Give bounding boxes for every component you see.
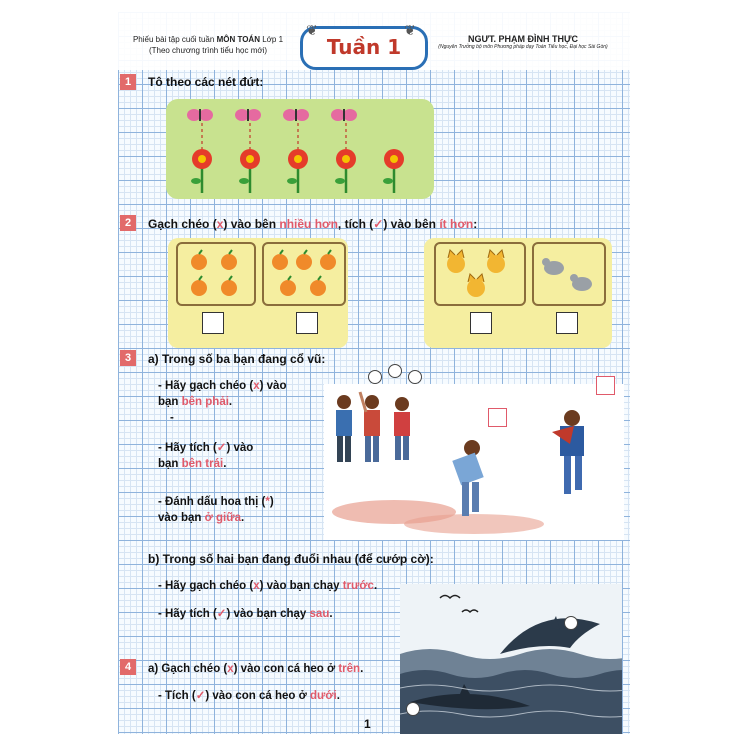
oranges-group-left: [176, 242, 256, 306]
orange-icon: [272, 250, 288, 270]
answer-circle-child-3[interactable]: [408, 370, 422, 384]
header-subject: MÔN TOÁN: [216, 35, 260, 44]
orange-icon: [320, 250, 336, 270]
answer-box-runner-front[interactable]: [596, 376, 615, 395]
cat-icon: [487, 250, 505, 273]
orange-icon: [296, 250, 312, 270]
oranges-group-right: [262, 242, 346, 306]
cats-group: [434, 242, 526, 306]
cheering-child-right: [394, 397, 410, 460]
dolphin-top: [500, 616, 600, 654]
answer-circle-child-1[interactable]: [368, 370, 382, 384]
children-illustration: [324, 384, 624, 540]
header-curriculum: (Theo chương trình tiểu học mới): [148, 46, 268, 55]
cat-icon: [447, 250, 465, 273]
q3b-title: b) Trong số hai bạn đang đuổi nhau (để cướp cờ):: [148, 552, 434, 566]
flower-icon: [335, 149, 356, 193]
q4-item-top: a) Gạch chéo (x) vào con cá heo ở trên.: [148, 663, 364, 675]
mice-illustration: [534, 244, 604, 304]
oranges-left-illustration: [178, 244, 254, 304]
mice-group: [532, 242, 606, 306]
worksheet-page: [118, 12, 630, 734]
cheering-child-middle: [360, 392, 380, 462]
orange-icon: [221, 250, 237, 270]
answer-box-oranges-right[interactable]: [296, 312, 318, 334]
q3a-item-left: - Hãy tích (✓) vào bạn bên trái.: [158, 442, 254, 470]
author-name: NGƯT. PHẠM ĐÌNH THỰC: [468, 34, 578, 44]
cheering-child-left: [336, 395, 352, 462]
answer-circle-dolphin-top[interactable]: [564, 616, 578, 630]
oranges-right-illustration: [264, 244, 344, 304]
running-child-back: [452, 440, 483, 516]
flower-icon: [383, 149, 404, 193]
page-number: 1: [364, 717, 371, 731]
bird-icon: [440, 596, 478, 613]
q1-panel: [166, 99, 434, 199]
butterfly-icon: [187, 109, 213, 121]
orange-icon: [191, 250, 207, 270]
q4-item-bottom: - Tích (✓) vào con cá heo ở dưới.: [158, 690, 340, 702]
q3b-item-back: - Hãy tích (✓) vào bạn chạy sau.: [158, 608, 333, 620]
mouse-icon: [542, 258, 564, 275]
butterfly-icon: [283, 109, 309, 121]
flower-icon: [191, 149, 212, 193]
dashed-lines: [202, 123, 346, 149]
answer-circle-dolphin-bottom[interactable]: [406, 702, 420, 716]
dolphin-illustration: [400, 584, 622, 734]
week-title: Tuần 1: [326, 35, 402, 59]
q3b-item-front: - Hãy gạch chéo (x) vào bạn chạy trước.: [158, 580, 378, 592]
running-child-front: [552, 410, 584, 494]
q3-children-scene: [324, 384, 624, 540]
answer-circle-child-2[interactable]: [388, 364, 402, 378]
answer-box-mice[interactable]: [556, 312, 578, 334]
flower-icon: [239, 149, 260, 193]
cat-icon: [467, 274, 485, 297]
butterfly-icon: [331, 109, 357, 121]
butterfly-icon: [235, 109, 261, 121]
question-number-1: 1: [120, 74, 136, 90]
question-number-4: 4: [120, 659, 136, 675]
q1-illustration: [166, 99, 434, 199]
q3a-item-right: - Hãy gạch chéo (x) vào bạn bên phải. -: [158, 380, 287, 424]
q4-dolphin-scene: [400, 584, 622, 734]
flower-row: [191, 149, 404, 193]
answer-box-oranges-left[interactable]: [202, 312, 224, 334]
flower-icon: [287, 149, 308, 193]
cats-illustration: [436, 244, 524, 304]
header-grade: Lớp 1: [262, 35, 284, 44]
butterfly-row: [187, 109, 357, 121]
ornament-right-icon: ❦: [404, 22, 416, 38]
orange-icon: [310, 276, 326, 296]
ornament-left-icon: ❦: [306, 22, 318, 38]
question-number-2: 2: [120, 215, 136, 231]
header-prefix: Phiếu bài tập cuối tuần: [132, 35, 215, 44]
header-right: [418, 34, 628, 50]
header-left: [128, 34, 288, 56]
orange-icon: [280, 276, 296, 296]
question-number-3: 3: [120, 350, 136, 366]
q2-instruction: Gạch chéo (x) vào bên nhiều hơn, tích (✓) vào bên ít hơn:: [148, 217, 478, 231]
mouse-icon: [570, 274, 592, 291]
orange-icon: [191, 276, 207, 296]
answer-box-runner-back[interactable]: [488, 408, 507, 427]
q1-instruction: Tô theo các nét đứt:: [148, 75, 264, 89]
q3a-item-middle: - Đánh dấu hoa thị (*) vào bạn ở giữa.: [158, 496, 274, 524]
answer-box-cats[interactable]: [470, 312, 492, 334]
orange-icon: [221, 276, 237, 296]
q3a-title: a) Trong số ba bạn đang cổ vũ:: [148, 352, 326, 366]
author-affiliation: (Nguyên Trưởng bộ môn Phương pháp dạy Toán Tiểu học, Đại học Sài Gòn): [438, 44, 608, 50]
